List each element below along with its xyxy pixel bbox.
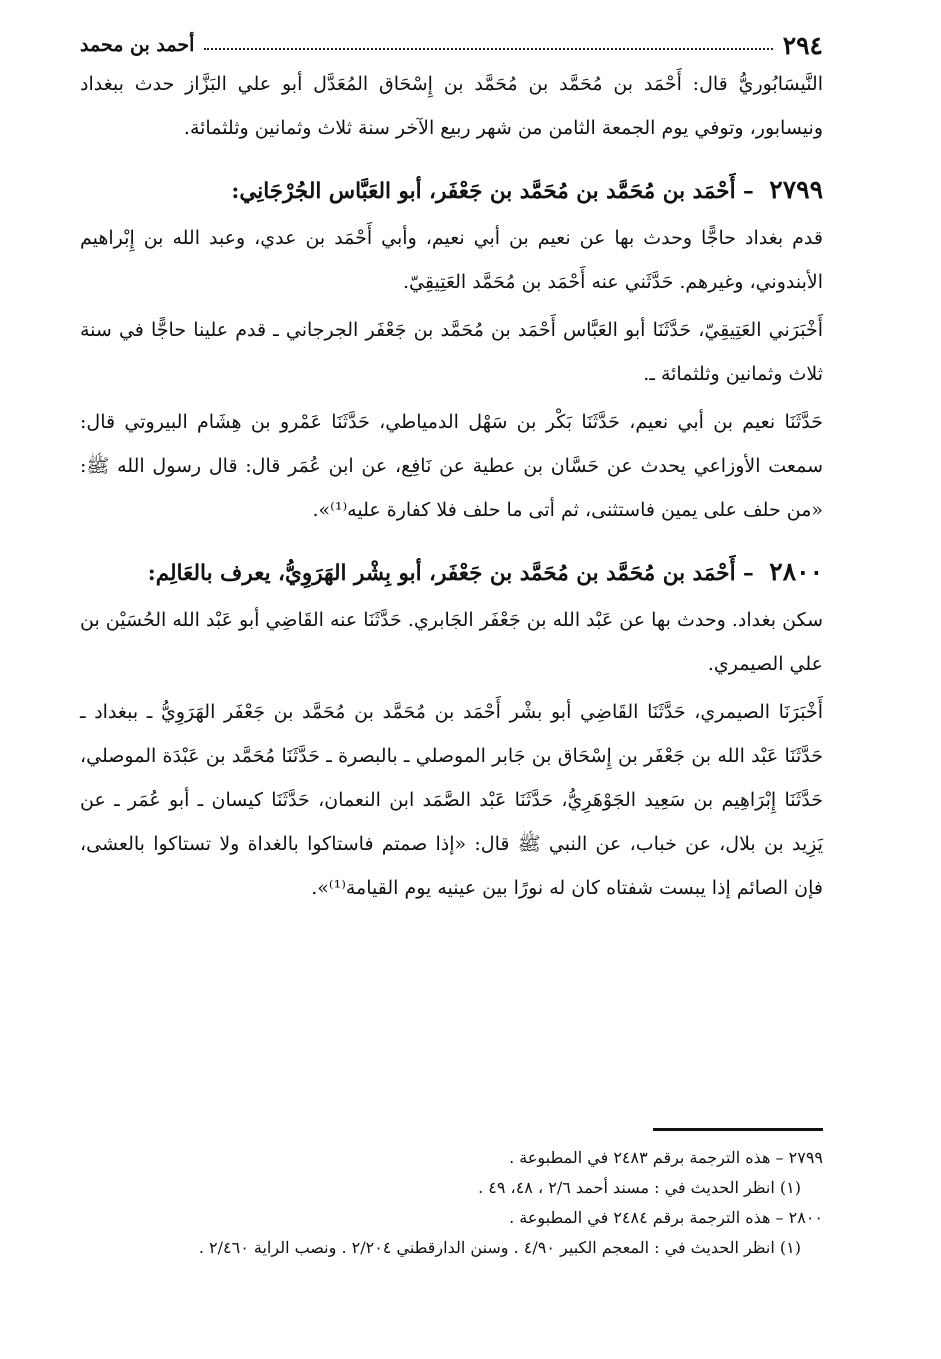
entry-title: – أَحْمَد بن مُحَمَّد بن مُحَمَّد بن جَعْفَر، أبو العَبَّاس الجُرْجَانِي: (231, 179, 754, 204)
entry-heading-2800 (80, 550, 823, 596)
entry-2800-hadith: أَخْبَرَنَا الصيمري، حَدَّثَنَا القَاضِي أبو بشْر أَحْمَد بن مُحَمَّد بن مُحَمَّد بن جَعْفَر الهَرَوِيُّ ـ ببغداد ـ حَدَّثَنَا عَبْد الله بن جَعْفَر بن إِسْحَاق بن جَابر الموصلي ـ بالبصرة ـ حَدَّثَنَا مُحَمَّد بن عَبْدَة الموصلي، حَدَّثَنَا إِبْرَاهِيم بن سَعِيد الجَوْهَرِيُّ، حَدَّثَنَا عَبْد الصَّمَد ابن النعمان، حَدَّثَنَا كيسان ـ أبو عُمَر ـ عن يَزِيد بن بلال، عن خباب، عن النبي ﷺ قال: «إذا صمتم فاستاكوا بالغداة ولا تستاكوا بالعشى، فإن الصائم إذا يبست شفتاه كان له نورًا بين عينيه يوم القيامة⁽¹⁾». (80, 701, 823, 899)
page-number: ٢٩٤ (782, 30, 823, 60)
entry-2799-biography: قدم بغداد حاجًّا وحدث بها عن نعيم بن أبي نعيم، وأبي أَحْمَد بن عدي، وعبد الله بن إِبْراهيم الأبندوني، وغيرهم. حَدَّثَني عنه أَحْمَد بن مُحَمَّد العَتِيقِيّ. (80, 227, 823, 293)
entry-number: ٢٨٠٠ (769, 557, 823, 586)
entry-number: ٢٧٩٩ (769, 175, 823, 204)
entry-title: – أَحْمَد بن مُحَمَّد بن مُحَمَّد بن جَعْفَر، أبو بِشْر الهَرَوِيُّ، يعرف بالعَالِم: (147, 561, 754, 586)
running-title: أحمد بن محمد (80, 34, 195, 56)
footnote-2799: ٢٧٩٩ – هذه الترجمة برقم ٢٤٨٣ في المطبوعة . (509, 1148, 823, 1167)
footnotes-section (80, 1128, 823, 1263)
entry-2799-hadith: حَدَّثَنَا نعيم بن أبي نعيم، حَدَّثَنَا بَكْر بن سَهْل الدمياطي، حَدَّثَنَا عَمْرو بن هِشَام البيروتي قال: سمعت الأوزاعي يحدث عن حَسَّان بن عطية عن نَافِع، عن ابن عُمَر قال: قال رسول الله ﷺ: «من حلف على يمين فاستثنى، ثم أتى ما حلف فلا كفارة عليه⁽¹⁾». (80, 411, 823, 521)
footnote-2800: ٢٨٠٠ – هذه الترجمة برقم ٢٤٨٤ في المطبوعة . (509, 1208, 823, 1227)
footnote-2799-ref: (١) انظر الحديث في : مسند أحمد ٢/٦ ، ٤٨، ٤٩ . (478, 1178, 801, 1197)
footnote-separator (653, 1128, 823, 1131)
paragraph-continuation: النَّيسَابُوريُّ قال: أَحْمَد بن مُحَمَّد بن مُحَمَّد بن إِسْحَاق المُعَدَّل أبو علي البَزَّاز حدث ببغداد ونيسابور، وتوفي يوم الجمعة الثامن من شهر ربيع الآخر سنة ثلاث وثمانين وثلثمائة. (80, 73, 823, 139)
entry-2799-isnad: أَخْبَرَني العَتِيقِيّ، حَدَّثَنَا أبو العَبَّاس أَحْمَد بن مُحَمَّد بن جَعْفَر الجرجاني ـ قدم علينا حاجًّا في سنة ثلاث وثمانين وثلثمائة ـ. (80, 319, 823, 385)
entry-heading-2799 (80, 168, 823, 214)
header-dotted-leader (204, 48, 772, 50)
page-header (80, 28, 823, 62)
entry-2800-biography: سكن بغداد. وحدث بها عن عَبْد الله بن جَعْفَر الجَابري. حَدَّثَنَا عنه القَاضِي أبو عَبْد الله الحُسَيْن بن علي الصيمري. (80, 609, 823, 675)
footnote-2800-ref: (١) انظر الحديث في : المعجم الكبير ٤/٩٠ . وسنن الدارقطني ٢/٢٠٤ . ونصب الراية ٢/٤٦٠ . (198, 1238, 801, 1257)
